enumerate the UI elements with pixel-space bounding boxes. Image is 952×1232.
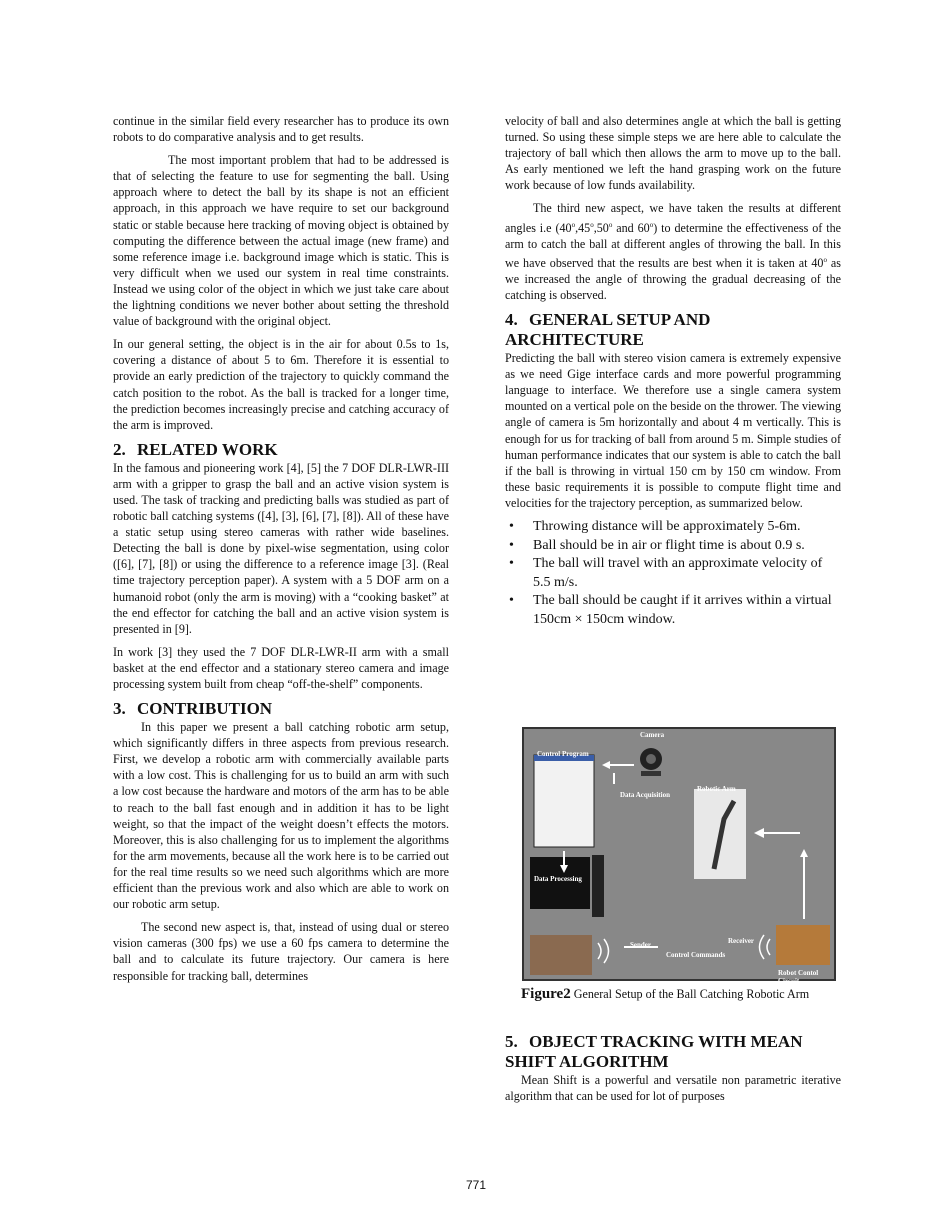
label-robot-control-circuit: Robot Contol Circuit — [778, 969, 819, 985]
label-camera: Camera — [640, 731, 665, 739]
paragraph: Predicting the ball with stereo vision camera is extremely expensive as we need Gige interface cards and more powerful programming language to interface. We therefore use a single camera system mounted on a vertical pole on the beside on the thrower. The viewing angle of camera is 5m horizontally and about 4 m vertically. This is enough for us for tracking of ball from around 5 m. Simple studies of human performance indicates that our system is able to catch the ball if the ball is throwing in virtual 150 cm by 150 cm window. From these basic requirements it is possible to compute flight time and velocities for the trajectory perception, as summarized below. — [505, 351, 841, 510]
section-heading-related-work: 2. RELATED WORK — [113, 439, 278, 459]
camera-icon — [640, 748, 662, 776]
robot-control-board — [776, 925, 830, 965]
paragraph: In our general setting, the object is in the air for about 0.5s to 1s, covering a distance of about 5 to 6m. Therefore it is essential to provide an early prediction of the trajectory to quickly command the catch position to the robot. As the ball is tracked for a longer time, the prediction becomes increasingly precise and catching accuracy of the arm is improved. — [113, 337, 449, 432]
left-column — [113, 113, 449, 991]
label-data-processing: Data Processing — [534, 875, 582, 883]
paragraph: The second new aspect is, that, instead of using dual or stereo vision cameras (300 fps) we use a 60 fps camera to determine the ball and to calculate its future trajectory. Our camera is here responsible for tracking ball, determines — [113, 920, 449, 983]
page-number: 771 — [465, 1178, 487, 1192]
list-item: • The ball will travel with an approximate velocity of 5.5 m/s. — [509, 556, 823, 590]
requirements-list — [505, 518, 841, 629]
label-receiver: Receiver — [728, 937, 755, 945]
label-sender: Sender — [630, 941, 651, 949]
label-control-program: Control Program — [537, 750, 589, 758]
figure-label: Figure2 — [521, 986, 571, 1002]
setup-figure — [522, 727, 836, 985]
section-heading-object-tracking: 5. OBJECT TRACKING WITH MEAN SHIFT ALGORITHM — [505, 1032, 803, 1071]
section-heading-contribution: 3. CONTRIBUTION — [113, 699, 273, 719]
paragraph: In work [3] they used the 7 DOF DLR-LWR-II arm with a small basket at the end effector and a stationary stereo camera and image processing system built from cheap “off-the-shelf” components. — [113, 644, 449, 691]
setup-diagram-svg — [524, 729, 834, 979]
computer-tower — [592, 855, 604, 917]
paragraph: The most important problem that had to be addressed is that of selecting the feature to use for segmenting the ball. Using approach where to detect the ball by its shape is not an efficient approach, in this approach we have require to set our background static or stable because here tracking of moving object is obtained by computing the difference between the actual image (new frame) and some reference image i.e. background image which is static. This is very difficult when we used our system in real time constraints. Instead we using color of the object in which we just take care about the lightning conditions we never bother about setting the threshold value of background with the original object. — [113, 153, 449, 329]
list-item: • Throwing distance will be approximately 5-6m. — [509, 519, 801, 535]
section-5 — [505, 1030, 841, 1111]
paragraph: Mean Shift is a powerful and versatile non parametric iterative algorithm that can be used for lot of purposes — [505, 1073, 841, 1104]
section-heading-general-setup: 4. GENERAL SETUP AND ARCHITECTURE — [505, 310, 711, 350]
list-item: • Ball should be in air or flight time is about 0.9 s. — [509, 537, 805, 553]
label-data-acquisition: Data Acquisition — [620, 791, 670, 799]
right-column — [505, 113, 841, 629]
figure-caption — [521, 986, 841, 1002]
figure-caption-text: General Setup of the Ball Catching Robotic Arm — [573, 987, 810, 1001]
paragraph: In the famous and pioneering work [4], [5] the 7 DOF DLR-LWR-III arm with a gripper to grasp the ball and an active vision system is used. The task of tracking and predicting balls was studied as part of robotic ball catching systems ([4], [3], [6], [7], [8]). All of these have a static setup using stereo cameras with rather wide baselines. Detecting the ball is done by pixel-wise segmentation, using color ([6], [7], [8]) or using the difference to a reference image [3]. (Real time trajectory perception paper). A system with a 5 DOF arm on a humanoid robot (only the arm is moving) with a “cooking basket” at the end effector for catching the ball and an active vision system is presented in [9]. — [113, 460, 449, 636]
list-item: • The ball should be caught if it arrives within a virtual 150cm × 150cm window. — [509, 593, 832, 627]
paragraph: The third new aspect, we have taken the results at different angles i.e (40$^o$,45$^o$,50$^o$ and 60$^o$) to determine the effectiveness of the arm to catch the ball at different angles of throwing the ball. In this we have observed that the results are best when it is taken at 40$^o$ as we increased the angle of throwing the gradual decreasing of the catching is observed. — [505, 201, 841, 302]
computer-monitor — [530, 857, 590, 909]
label-robotic-arm: Robotic Arm — [697, 785, 736, 793]
label-control-commands: Control Commands — [666, 951, 726, 959]
paragraph: In this paper we present a ball catching robotic arm setup, which significantly differs in three aspects from previous research. First, we develop a robotic arm with commercially available parts with a low cost. This is challenging for us to build an arm with such a low cost because the hardware and motors of the arm has to be able to reach to the ball fast enough and in addition it has to be light weight, so that the impact of the weight doesn’t effects the motors. Moreover, this is also challenging for us to implement the algorithms for the arm movements, because all the work here is to be carried out for the real time results so we need such algorithms which are more efficient than the previous work and also which are able to work on our robotic arm setup. — [113, 720, 449, 912]
paragraph: velocity of ball and also determines angle at which the ball is getting turned. So using these simple steps we are here able to calculate the trajectory of ball which then allows the arm to move up to the ball. As early mentioned we left the hand grasping work on the future work because of low funds availability. — [505, 114, 841, 193]
paragraph: continue in the similar field every researcher has to produce its own robots to do comparative analysis and to get results. — [113, 114, 449, 145]
control-program-screen — [534, 755, 594, 847]
sender-board — [530, 935, 592, 975]
